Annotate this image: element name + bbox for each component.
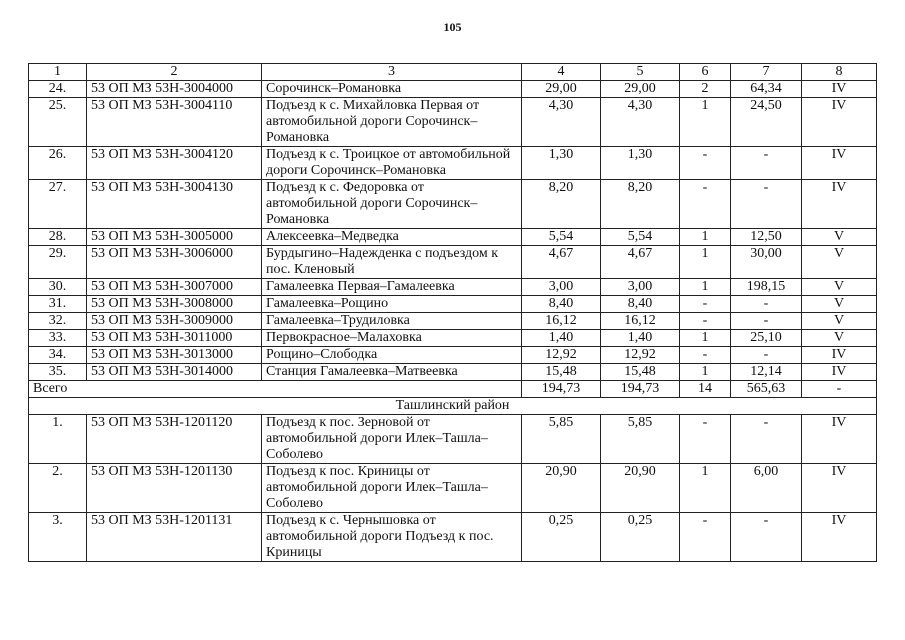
road-code: 53 ОП МЗ 53Н-3004120 [87,147,262,180]
road-category: V [802,296,877,313]
bridge-length: 198,15 [731,279,802,296]
length-regional: 8,40 [601,296,680,313]
row-number: 32. [29,313,87,330]
length-regional: 16,12 [601,313,680,330]
bridge-length: - [731,296,802,313]
bridge-count: - [680,296,731,313]
road-name: Рощино–Слободка [262,347,522,364]
road-category: IV [802,180,877,229]
road-name: Подъезд к пос. Зерновой от автомобильной дороги Илек–Ташла–Соболево [262,415,522,464]
row-number: 34. [29,347,87,364]
table-row [29,229,877,246]
header-cell-1: 1 [29,64,87,81]
length-total: 12,92 [522,347,601,364]
bridge-length: 30,00 [731,246,802,279]
road-code: 53 ОП МЗ 53Н-3004000 [87,81,262,98]
road-code: 53 ОП МЗ 53Н-3009000 [87,313,262,330]
total-length-3: 565,63 [731,381,802,398]
length-total: 5,54 [522,229,601,246]
row-number: 28. [29,229,87,246]
road-category: V [802,246,877,279]
road-category: IV [802,147,877,180]
road-code: 53 ОП МЗ 53Н-3011000 [87,330,262,347]
length-total: 3,00 [522,279,601,296]
length-total: 29,00 [522,81,601,98]
road-name: Бурдыгино–Надежденка с подъездом к пос. Кленовый [262,246,522,279]
road-code: 53 ОП МЗ 53Н-1201130 [87,464,262,513]
length-regional: 5,85 [601,415,680,464]
table-row [29,415,877,464]
header-cell-5: 5 [601,64,680,81]
bridge-length: - [731,180,802,229]
table-row [29,180,877,229]
bridge-length: 12,14 [731,364,802,381]
bridge-length: 64,34 [731,81,802,98]
bridge-count: 1 [680,229,731,246]
road-name: Подъезд к с. Чернышовка от автомобильной дороги Подъезд к пос. Криницы [262,513,522,562]
road-name: Подъезд к с. Федоровка от автомобильной дороги Сорочинск–Романовка [262,180,522,229]
row-number: 25. [29,98,87,147]
length-total: 4,67 [522,246,601,279]
road-code: 53 ОП МЗ 53Н-1201131 [87,513,262,562]
road-category: IV [802,347,877,364]
road-category: V [802,229,877,246]
length-regional: 3,00 [601,279,680,296]
road-code: 53 ОП МЗ 53Н-3004130 [87,180,262,229]
length-total: 1,40 [522,330,601,347]
section-row [29,398,877,415]
header-cell-8: 8 [802,64,877,81]
page-number: 105 [443,20,462,34]
length-regional: 15,48 [601,364,680,381]
total-length-1: 194,73 [522,381,601,398]
length-total: 0,25 [522,513,601,562]
bridge-length: - [731,347,802,364]
road-name: Сорочинск–Романовка [262,81,522,98]
road-code: 53 ОП МЗ 53Н-3005000 [87,229,262,246]
length-total: 8,40 [522,296,601,313]
road-name: Станция Гамалеевка–Матвеевка [262,364,522,381]
length-regional: 4,67 [601,246,680,279]
row-number: 24. [29,81,87,98]
road-category: IV [802,464,877,513]
table-row [29,364,877,381]
table-row [29,147,877,180]
table-row [29,279,877,296]
road-category: V [802,279,877,296]
road-name: Первокрасное–Малаховка [262,330,522,347]
table-row [29,313,877,330]
bridge-length: - [731,147,802,180]
roads-table [28,63,877,562]
road-category: V [802,313,877,330]
total-category: - [802,381,877,398]
length-regional: 0,25 [601,513,680,562]
table-row [29,81,877,98]
bridge-count: - [680,347,731,364]
total-row [29,381,877,398]
table-row [29,330,877,347]
bridge-count: 1 [680,279,731,296]
road-name: Гамалеевка Первая–Гамалеевка [262,279,522,296]
road-category: IV [802,81,877,98]
row-number: 2. [29,464,87,513]
bridge-count: 1 [680,364,731,381]
bridge-count: - [680,313,731,330]
road-code: 53 ОП МЗ 53Н-3004110 [87,98,262,147]
header-cell-4: 4 [522,64,601,81]
table-row [29,246,877,279]
length-regional: 4,30 [601,98,680,147]
row-number: 26. [29,147,87,180]
row-number: 29. [29,246,87,279]
header-cell-7: 7 [731,64,802,81]
road-category: IV [802,364,877,381]
bridge-length: - [731,513,802,562]
bridge-length: - [731,415,802,464]
header-cell-6: 6 [680,64,731,81]
header-cell-3: 3 [262,64,522,81]
section-title: Ташлинский район [29,398,877,415]
road-name: Гамалеевка–Трудиловка [262,313,522,330]
row-number: 1. [29,415,87,464]
bridge-length: 12,50 [731,229,802,246]
row-number: 27. [29,180,87,229]
road-code: 53 ОП МЗ 53Н-1201120 [87,415,262,464]
total-label: Всего [29,381,522,398]
bridge-count: 2 [680,81,731,98]
length-regional: 12,92 [601,347,680,364]
row-number: 33. [29,330,87,347]
length-total: 16,12 [522,313,601,330]
length-total: 8,20 [522,180,601,229]
table-row [29,513,877,562]
road-name: Алексеевка–Медведка [262,229,522,246]
header-row [29,64,877,81]
length-total: 1,30 [522,147,601,180]
row-number: 31. [29,296,87,313]
table-row [29,347,877,364]
table-row [29,98,877,147]
length-regional: 1,40 [601,330,680,347]
road-code: 53 ОП МЗ 53Н-3014000 [87,364,262,381]
road-name: Подъезд к пос. Криницы от автомобильной дороги Илек–Ташла–Соболево [262,464,522,513]
road-name: Подъезд к с. Михайловка Первая от автомобильной дороги Сорочинск–Романовка [262,98,522,147]
road-category: IV [802,98,877,147]
road-code: 53 ОП МЗ 53Н-3006000 [87,246,262,279]
length-total: 15,48 [522,364,601,381]
bridge-length: 6,00 [731,464,802,513]
bridge-count: 1 [680,330,731,347]
length-regional: 5,54 [601,229,680,246]
row-number: 3. [29,513,87,562]
bridge-count: - [680,415,731,464]
bridge-count: - [680,180,731,229]
row-number: 35. [29,364,87,381]
bridge-count: 1 [680,98,731,147]
bridge-length: 25,10 [731,330,802,347]
road-name: Подъезд к с. Троицкое от автомобильной дороги Сорочинск–Романовка [262,147,522,180]
length-regional: 8,20 [601,180,680,229]
road-category: V [802,330,877,347]
bridge-length: 24,50 [731,98,802,147]
road-name: Гамалеевка–Рощино [262,296,522,313]
length-total: 4,30 [522,98,601,147]
bridge-length: - [731,313,802,330]
bridge-count: - [680,513,731,562]
length-regional: 20,90 [601,464,680,513]
road-code: 53 ОП МЗ 53Н-3008000 [87,296,262,313]
table-row [29,296,877,313]
row-number: 30. [29,279,87,296]
total-count: 14 [680,381,731,398]
bridge-count: - [680,147,731,180]
header-cell-2: 2 [87,64,262,81]
length-total: 5,85 [522,415,601,464]
bridge-count: 1 [680,464,731,513]
table-row [29,464,877,513]
total-length-2: 194,73 [601,381,680,398]
road-code: 53 ОП МЗ 53Н-3013000 [87,347,262,364]
length-total: 20,90 [522,464,601,513]
road-code: 53 ОП МЗ 53Н-3007000 [87,279,262,296]
length-regional: 1,30 [601,147,680,180]
bridge-count: 1 [680,246,731,279]
road-category: IV [802,415,877,464]
length-regional: 29,00 [601,81,680,98]
road-category: IV [802,513,877,562]
